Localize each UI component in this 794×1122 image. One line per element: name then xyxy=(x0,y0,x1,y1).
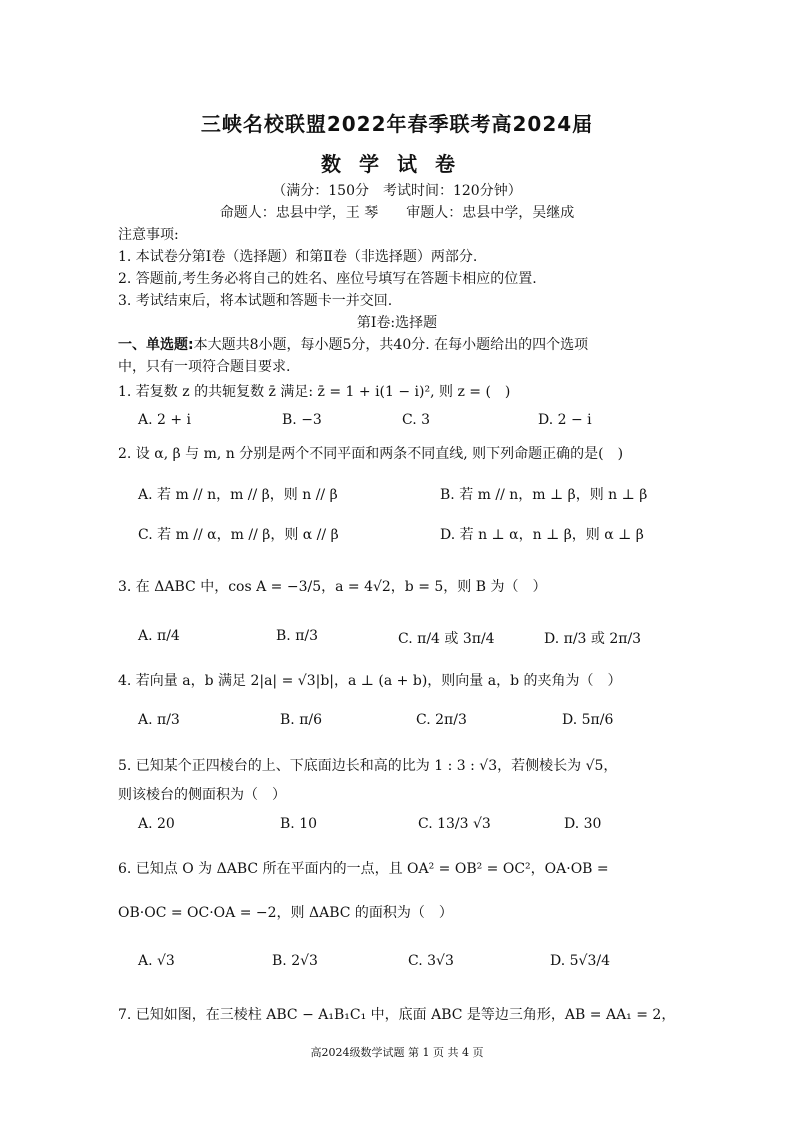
q1-option-c: C. 3 xyxy=(402,412,431,428)
q6-option-a: A. √3 xyxy=(138,953,175,969)
score-time: （满分：150分 考试时间：120分钟） xyxy=(272,183,522,199)
page-footer: 高2024级数学试题 第 1 页 共 4 页 xyxy=(310,1046,484,1059)
section-intro xyxy=(118,334,588,354)
question-6-stem-cont: OB·OC = OC·OA = −2，则 ΔABC 的面积为（ ） xyxy=(118,905,453,921)
note-item: 1. 本试卷分第Ⅰ卷（选择题）和第Ⅱ卷（非选择题）两部分. xyxy=(118,249,478,265)
question-7-stem: 7. 已知如图，在三棱柱 ABC − A₁B₁C₁ 中，底面 ABC 是等边三角形，AB = AA₁ = 2， xyxy=(118,1007,676,1023)
notes-heading: 注意事项: xyxy=(118,227,179,243)
q4-option-a: A. π/3 xyxy=(138,712,180,728)
note-item: 3. 考试结束后，将本试题和答题卡一并交回. xyxy=(118,293,393,309)
q5-option-a: A. 20 xyxy=(138,816,175,832)
part1-heading: 第Ⅰ卷:选择题 xyxy=(356,315,438,331)
q4-option-d: D. 5π/6 xyxy=(562,712,614,728)
question-3-stem: 3. 在 ΔABC 中，cos A = −3/5，a = 4√2，b = 5，则 B 为（ ） xyxy=(118,579,547,595)
q5-option-c: C. 13/3 √3 xyxy=(418,816,491,832)
q2-option-c: C. 若 m // α，m // β，则 α // β xyxy=(138,527,339,543)
question-2-stem: 2. 设 α, β 与 m, n 分别是两个不同平面和两条不同直线, 则下列命题正确的是( ) xyxy=(118,446,624,462)
q3-option-a: A. π/4 xyxy=(138,628,180,644)
q5-option-b: B. 10 xyxy=(280,816,318,832)
subject-title: 数学试卷 xyxy=(321,152,473,176)
q3-option-b: B. π/3 xyxy=(276,628,319,644)
note-item: 2. 答题前,考生务必将自己的姓名、座位号填写在答题卡相应的位置. xyxy=(118,271,537,287)
question-1-stem: 1. 若复数 z 的共轭复数 z̄ 满足: z̄ = 1 + i(1 − i)², 则 z = ( ) xyxy=(118,384,511,400)
q4-option-b: B. π/6 xyxy=(280,712,323,728)
q6-option-d: D. 5√3/4 xyxy=(550,953,610,969)
q2-option-d: D. 若 n ⊥ α，n ⊥ β，则 α ⊥ β xyxy=(440,527,644,543)
question-5-stem-cont: 则该棱台的侧面积为（ ） xyxy=(118,787,286,803)
section-text: 本大题共8小题，每小题5分，共40分. 在每小题给出的四个选项 xyxy=(193,337,589,353)
question-4-stem: 4. 若向量 a，b 满足 2|a| = √3|b|，a ⊥ (a + b)，则向量 a，b 的夹角为（ ） xyxy=(118,673,622,689)
q2-option-b: B. 若 m // n，m ⊥ β，则 n ⊥ β xyxy=(440,487,648,503)
q6-option-b: B. 2√3 xyxy=(272,953,318,969)
q4-option-c: C. 2π/3 xyxy=(416,712,467,728)
q1-option-d: D. 2 − i xyxy=(538,412,592,428)
exam-title: 三峡名校联盟2022年春季联考高2024届 xyxy=(200,112,594,136)
section-text-cont: 中，只有一项符合题目要求. xyxy=(118,359,291,375)
q3-option-d: D. π/3 或 2π/3 xyxy=(544,631,642,647)
q6-option-c: C. 3√3 xyxy=(408,953,454,969)
q2-option-a: A. 若 m // n，m // β，则 n // β xyxy=(138,487,338,503)
q1-option-a: A. 2 + i xyxy=(138,412,192,428)
question-6-stem: 6. 已知点 O 为 ΔABC 所在平面内的一点，且 OA² = OB² = OC²，OA·OB = xyxy=(118,861,609,877)
authors: 命题人：忠县中学，王 琴 审题人：忠县中学，吴继成 xyxy=(219,205,575,221)
q3-option-c: C. π/4 或 3π/4 xyxy=(398,631,495,647)
q5-option-d: D. 30 xyxy=(564,816,602,832)
section-label: 一、单选题: xyxy=(118,337,194,353)
question-5-stem: 5. 已知某个正四棱台的上、下底面边长和高的比为 1 : 3 : √3，若侧棱长为 √5， xyxy=(118,758,618,774)
q1-option-b: B. −3 xyxy=(282,412,322,428)
